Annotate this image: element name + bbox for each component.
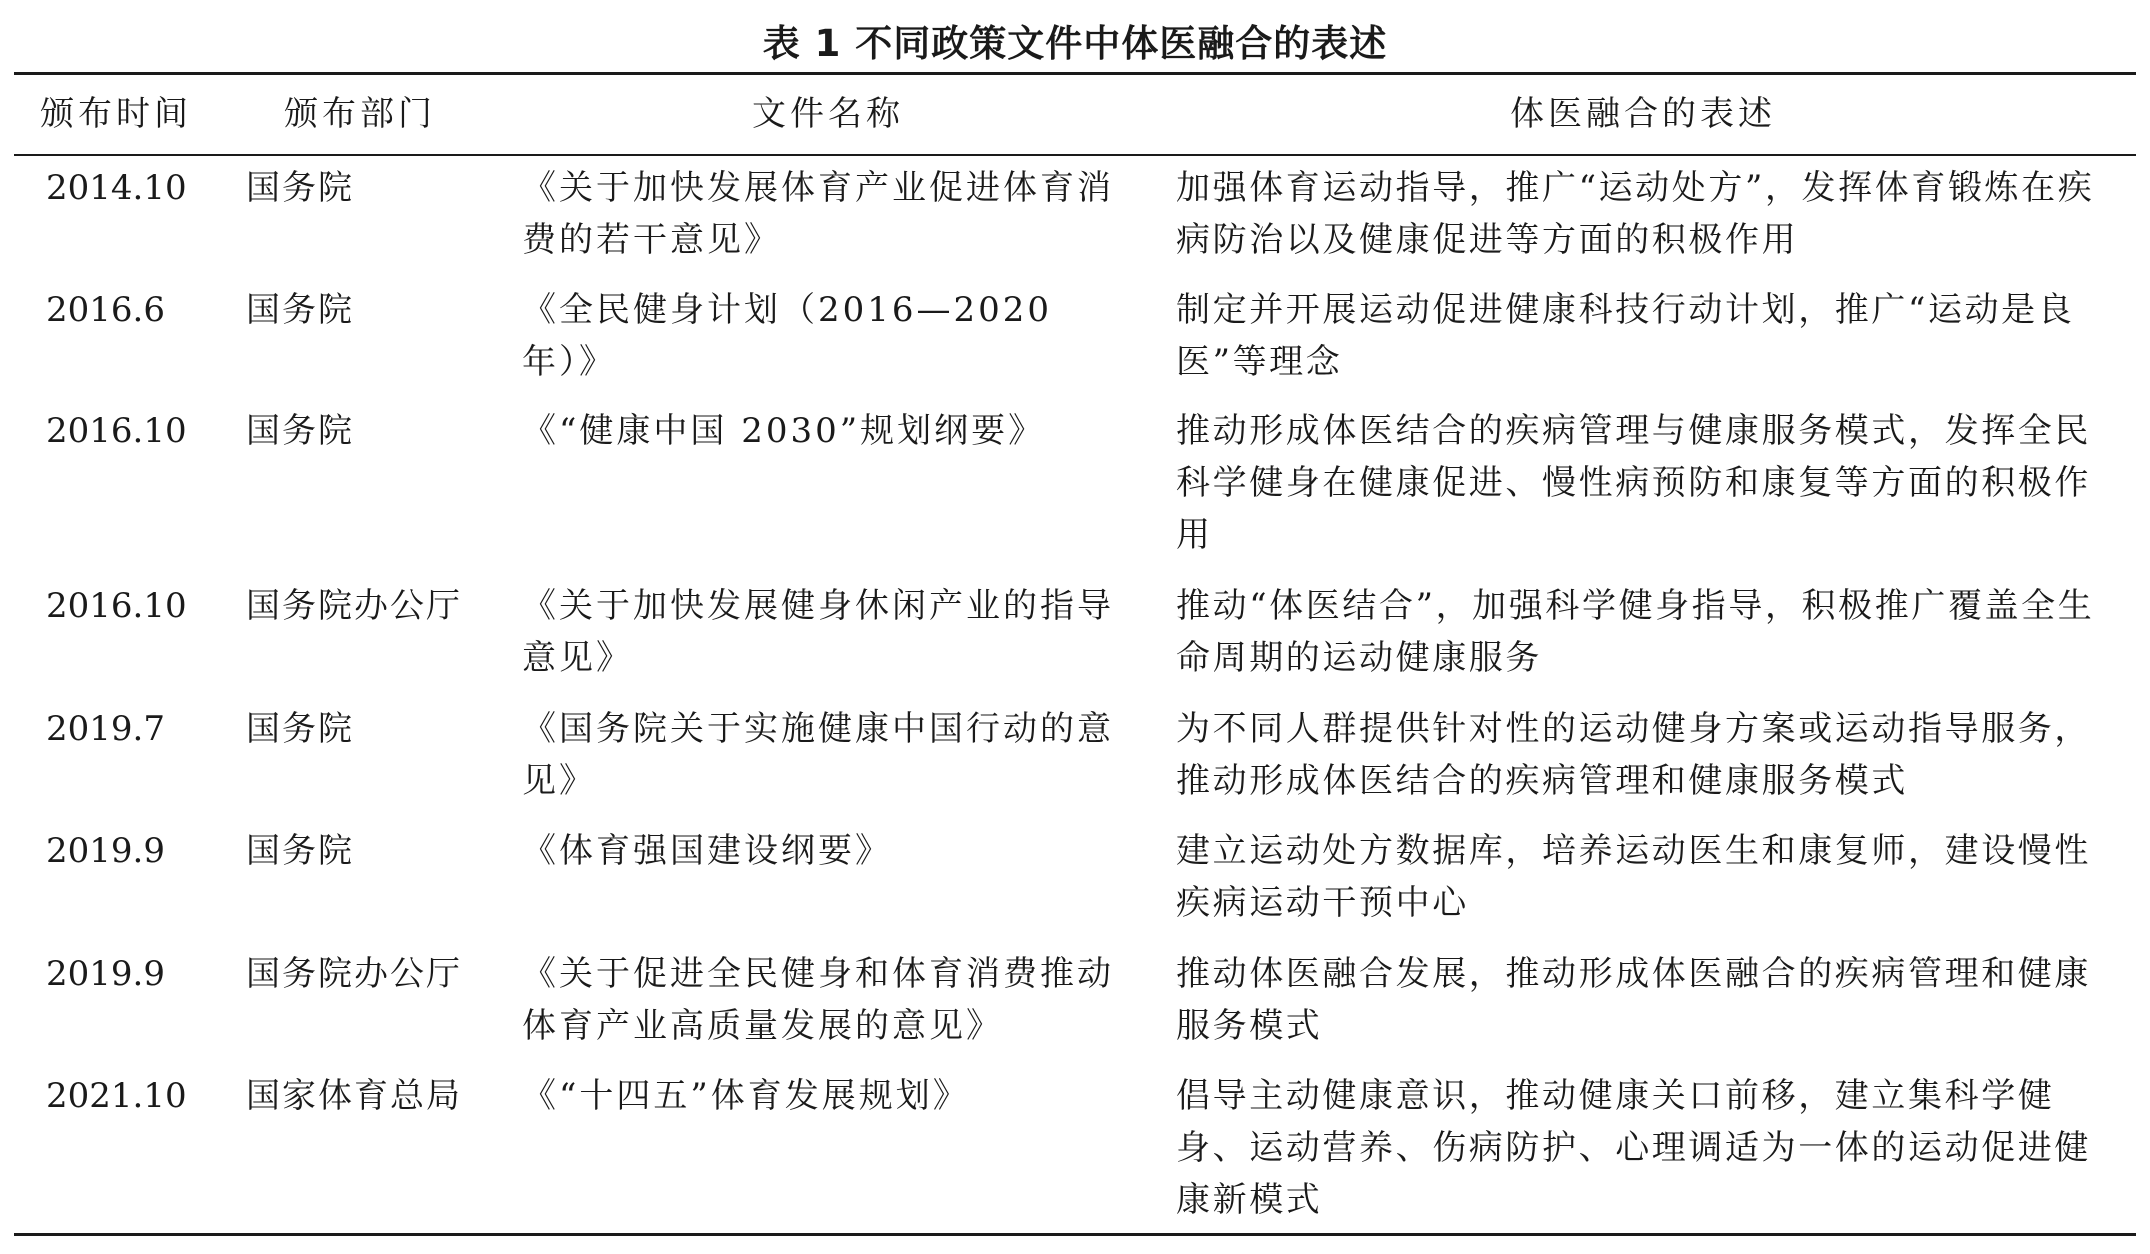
table-top-rule <box>14 72 2136 75</box>
cell-name: 《关于促进全民健身和体育消费推动体育产业高质量发展的意见》 <box>522 954 1114 1046</box>
cell-date: 2016.10 <box>46 586 187 626</box>
cell-desc: 建立运动处方数据库，培养运动医生和康复师，建设慢性疾病运动干预中心 <box>1176 831 2091 923</box>
cell-desc: 推动“体医结合”，加强科学健身指导，积极推广覆盖全生命周期的运动健康服务 <box>1176 586 2095 678</box>
cell-date: 2021.10 <box>46 1076 187 1116</box>
column-header-name: 文件名称 <box>752 94 904 134</box>
cell-dept: 国家体育总局 <box>246 1076 462 1116</box>
column-header-dept: 颁布部门 <box>284 94 436 134</box>
cell-desc: 推动体医融合发展，推动形成体医融合的疾病管理和健康服务模式 <box>1176 954 2091 1046</box>
cell-date: 2016.10 <box>46 411 187 451</box>
cell-date: 2019.9 <box>46 954 165 994</box>
table-caption: 表 1 不同政策文件中体医融合的表述 <box>762 22 1388 65</box>
cell-name: 《“健康中国 2030”规划纲要》 <box>522 411 1046 451</box>
cell-date: 2014.10 <box>46 168 187 208</box>
cell-desc: 加强体育运动指导，推广“运动处方”，发挥体育锻炼在疾病防治以及健康促进等方面的积极作用 <box>1176 168 2095 260</box>
cell-dept: 国务院 <box>246 831 354 871</box>
cell-desc: 推动形成体医结合的疾病管理与健康服务模式，发挥全民科学健身在健康促进、慢性病预防和康复等方面的积极作用 <box>1176 411 2091 555</box>
column-header-desc: 体医融合的表述 <box>1510 94 1776 134</box>
column-header-date: 颁布时间 <box>40 94 192 134</box>
cell-date: 2019.7 <box>46 709 165 749</box>
cell-dept: 国务院 <box>246 168 354 208</box>
cell-name: 《“十四五”体育发展规划》 <box>522 1076 970 1116</box>
cell-dept: 国务院办公厅 <box>246 954 462 994</box>
cell-name: 《国务院关于实施健康中国行动的意见》 <box>522 709 1114 801</box>
table-header-rule <box>14 154 2136 156</box>
cell-name: 《全民健身计划（2016—2020 年）》 <box>522 290 1053 382</box>
cell-dept: 国务院办公厅 <box>246 586 462 626</box>
cell-dept: 国务院 <box>246 290 354 330</box>
cell-name: 《关于加快发展体育产业促进体育消费的若干意见》 <box>522 168 1114 260</box>
cell-name: 《体育强国建设纲要》 <box>522 831 892 871</box>
cell-date: 2016.6 <box>46 290 165 330</box>
cell-name: 《关于加快发展健身休闲产业的指导意见》 <box>522 586 1114 678</box>
cell-dept: 国务院 <box>246 411 354 451</box>
table-bottom-rule <box>14 1233 2136 1236</box>
cell-date: 2019.9 <box>46 831 165 871</box>
cell-desc: 倡导主动健康意识，推动健康关口前移，建立集科学健身、运动营养、伤病防护、心理调适为一体的运动促进健康新模式 <box>1176 1076 2091 1220</box>
cell-desc: 制定并开展运动促进健康科技行动计划，推广“运动是良医”等理念 <box>1176 290 2075 382</box>
cell-dept: 国务院 <box>246 709 354 749</box>
cell-desc: 为不同人群提供针对性的运动健身方案或运动指导服务，推动形成体医结合的疾病管理和健康服务模式 <box>1176 709 2091 801</box>
